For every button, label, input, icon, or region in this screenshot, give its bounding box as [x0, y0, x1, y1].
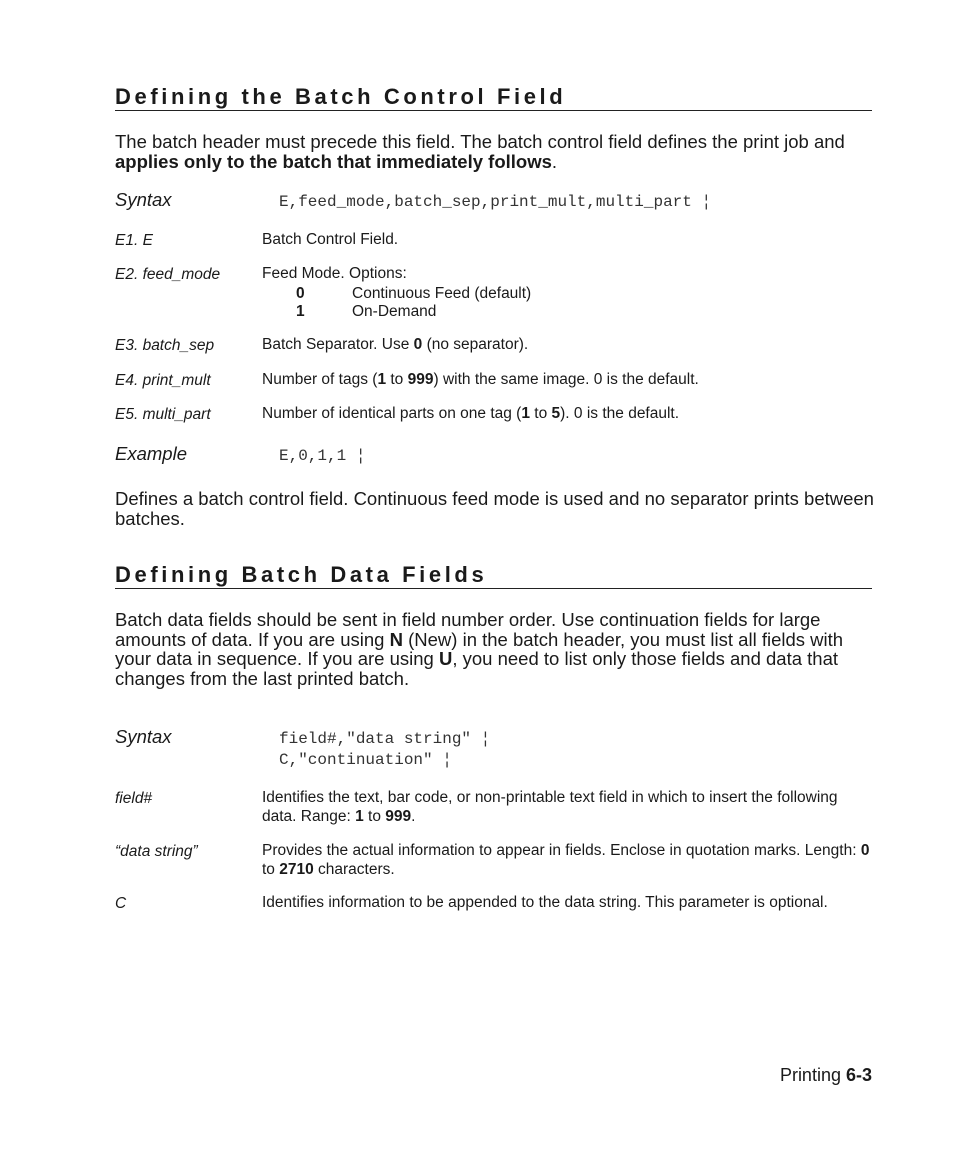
param-desc: Provides the actual information to appear in fields. Enclose in quotation marks. Length: 0 to 2710 characters. [262, 842, 870, 878]
example-description: Defines a batch control field. Continuous feed mode is used and no separator prints between batches. [115, 488, 874, 529]
syntax-code-line: C,"continuation" ¦ [279, 751, 452, 769]
param-desc: Identifies the text, bar code, or non-printable text field in which to insert the following data. Range: 1 to 999. [262, 789, 838, 825]
example-label: Example [115, 443, 187, 464]
option-value: 0 [296, 285, 305, 302]
syntax-code-line: field#,"data string" ¦ [279, 730, 491, 748]
param-desc: Number of identical parts on one tag (1 to 5). 0 is the default. [262, 405, 680, 422]
page-footer [780, 1065, 872, 1085]
option-text: Continuous Feed (default) [352, 285, 532, 302]
syntax-label: Syntax [115, 726, 172, 747]
syntax-label: Syntax [115, 189, 172, 210]
param-label: E2. feed_mode [115, 266, 221, 283]
param-desc: Feed Mode. Options: [262, 265, 407, 282]
batch-control-intro [115, 132, 875, 171]
page-number: 6-3 [845, 1065, 872, 1085]
section-heading-batch-control: Defining the Batch Control Field [115, 84, 872, 111]
param-label: field# [115, 790, 153, 807]
param-desc: Identifies information to be appended to the data string. This parameter is optional. [262, 894, 828, 911]
syntax-code: E,feed_mode,batch_sep,print_mult,multi_part ¦ [279, 193, 712, 211]
intro-end: . [551, 150, 558, 172]
param-desc: Number of tags (1 to 999) with the same image. 0 is the default. [262, 371, 699, 388]
option-text: On-Demand [352, 303, 437, 320]
param-desc: Batch Control Field. [262, 231, 399, 248]
intro-bold-text: applies only to the batch that immediately follows [115, 150, 552, 172]
intro-text: The batch header must precede this field. The batch control field defines the print job and [115, 131, 845, 152]
footer-section: Printing [779, 1065, 841, 1085]
param-label: E3. batch_sep [115, 337, 215, 354]
option-value: 1 [296, 303, 305, 320]
section-heading-batch-data: Defining Batch Data Fields [115, 562, 872, 589]
param-label: C [115, 895, 127, 912]
example-code: E,0,1,1 ¦ [279, 447, 366, 465]
param-label: “data string” [115, 843, 198, 860]
param-desc: Batch Separator. Use 0 (no separator). [262, 336, 529, 353]
param-label: E4. print_mult [115, 372, 211, 389]
param-label: E5. multi_part [115, 406, 211, 423]
param-label: E1. E [115, 232, 153, 249]
batch-data-intro: Batch data fields should be sent in field number order. Use continuation fields for large amounts of data. If you are using N (New) in the batch header, you must list all fields with your data in sequence. If you are using U, you need to list only those fields and data that changes from the last printed batch. [115, 609, 844, 689]
